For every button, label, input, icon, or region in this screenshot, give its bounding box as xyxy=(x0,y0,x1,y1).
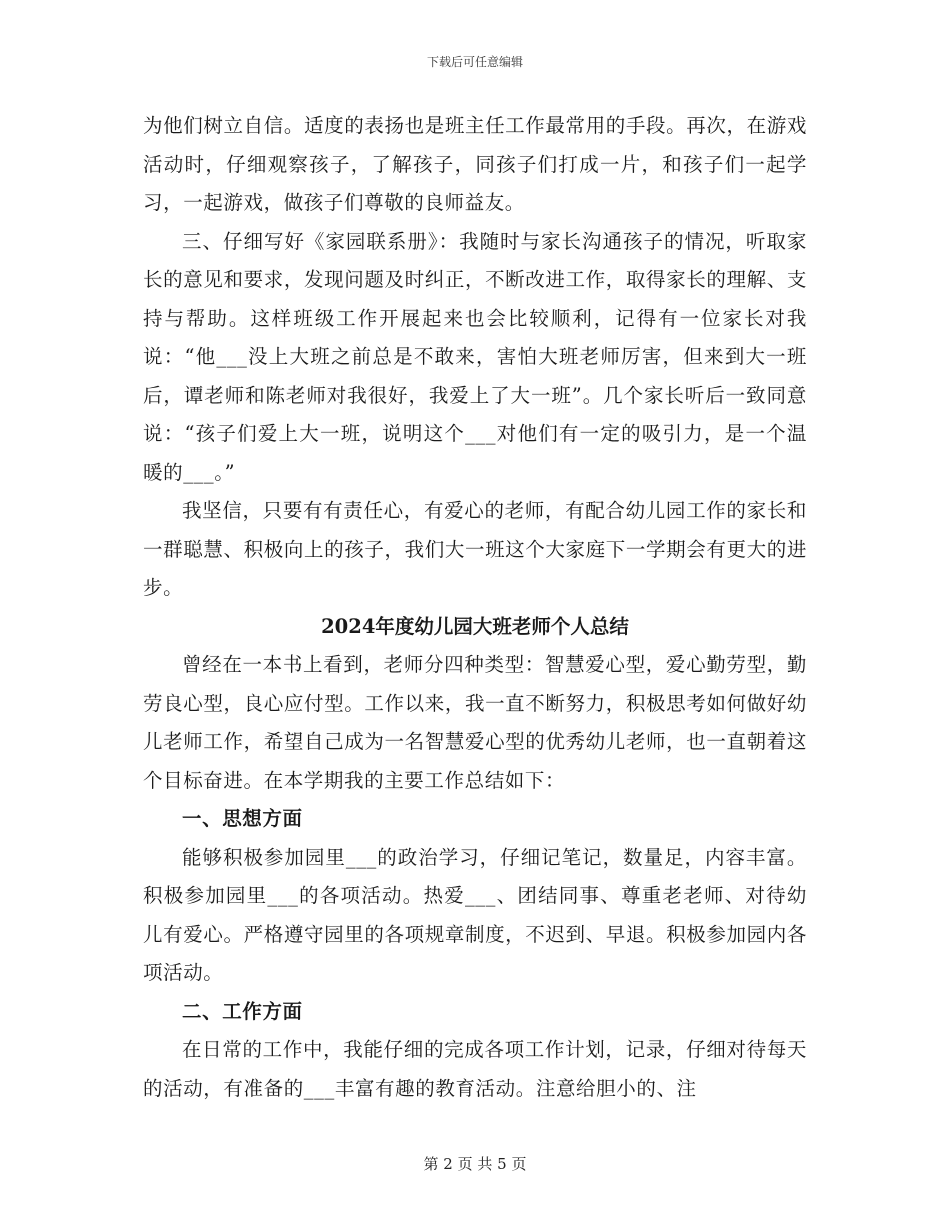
paragraph-6: 在日常的工作中，我能仔细的完成各项工作计划，记录，仔细对待每天的活动，有准备的___丰富有趣的教育活动。注意给胆小的、注 xyxy=(143,1038,807,1100)
paragraph-1: 为他们树立自信。适度的表扬也是班主任工作最常用的手段。再次，在游戏活动时，仔细观察孩子，了解孩子，同孩子们打成一片，和孩子们一起学习，一起游戏，做孩子们尊敬的良师益友。 xyxy=(143,114,807,214)
heading-thought: 一、思想方面 xyxy=(182,807,303,830)
heading-work: 二、工作方面 xyxy=(182,999,303,1023)
paragraph-5: 能够积极参加园里___的政治学习，仔细记笔记，数量足，内容丰富。积极参加园里___的各项活动。热爱___、团结同事、尊重老老师、对待幼儿有爱心。严格遵守园里的各项规章制度，不迟到、早退。积极参加园内各项活动。 xyxy=(143,845,807,984)
paragraph-4: 曾经在一本书上看到，老师分四种类型：智慧爱心型，爱心勤劳型，勤劳良心型，良心应付型。工作以来，我一直不断努力，积极思考如何做好幼儿老师工作，希望自己成为一名智慧爱心型的优秀幼儿老师，也一直朝着这个目标奋进。在本学期我的主要工作总结如下： xyxy=(143,653,807,792)
page-header-note: 下载后可任意编辑 xyxy=(426,55,523,69)
paragraph-3: 我坚信，只要有有责任心，有爱心的老师，有配合幼儿园工作的家长和一群聪慧、积极向上的孩子，我们大一班这个大家庭下一学期会有更大的进步。 xyxy=(143,499,807,599)
section-title: 2024年度幼儿园大班老师个人总结 xyxy=(321,614,629,638)
paragraph-2: 三、仔细写好《家园联系册》：我随时与家长沟通孩子的情况，听取家长的意见和要求，发现问题及时纠正，不断改进工作，取得家长的理解、支持与帮助。这样班级工作开展起来也会比较顺利，记得有一位家长对我说：“他___没上大班之前总是不敢来，害怕大班老师厉害，但来到大一班后，谭老师和陈老师对我很好，我爱上了大一班”。几个家长听后一致同意说：“孩子们爱上大一班，说明这个___对他们有一定的吸引力，是一个温暖的___。” xyxy=(143,229,807,484)
document-body xyxy=(143,107,807,1108)
page-footer-number: 第 2 页 共 5 页 xyxy=(423,1155,527,1173)
